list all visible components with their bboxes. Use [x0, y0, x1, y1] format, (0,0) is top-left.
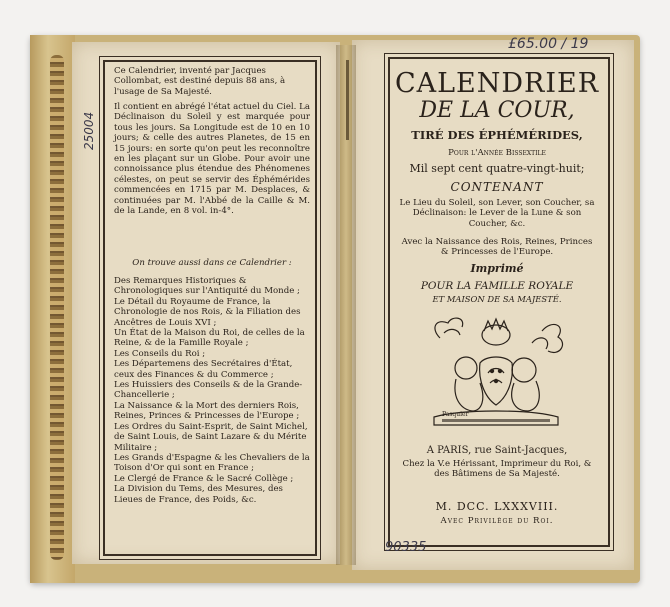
contents-item: La Division du Tems, des Mesures, des Lieues de France, des Poids, &c. — [114, 484, 283, 505]
binding-strip — [50, 55, 64, 560]
contents-item: Les Conseils du Roi ; — [114, 348, 206, 359]
title-calendrier: CALENDRIER — [394, 68, 600, 99]
contents-item: Les Huissiers des Conseils & de la Grande-Chancellerie ; — [114, 380, 303, 401]
contents-item: La Naissance & la Mort des derniers Rois, Reines, Princes & Princesses de l'Europe ; — [114, 400, 300, 422]
imprime-text: Imprimé — [470, 262, 524, 275]
stock-number-annotation: 90335 — [385, 540, 427, 555]
publication-date: M. DCC. LXXXVIII. — [435, 500, 559, 513]
contents-item: Les Grands d'Espagne & les Chevaliers de la Toison d'Or qui sont en France ; — [114, 452, 310, 474]
price-annotation: £65.00 / 19 — [508, 36, 589, 52]
subtitle-ephemerides: TIRÉ DES ÉPHÉMÉRIDES, — [411, 128, 583, 142]
contents-description: Le Lieu du Soleil, son Lever, son Coucher, sa Déclinaison: le Lever de la Lune & son Coucher, &c. — [399, 198, 595, 229]
engraver-mark: Pasquier — [442, 411, 469, 418]
margin-note: 25004 — [82, 111, 96, 150]
description-text: Il contient en abrégé l'état actuel du Ciel. La Déclinaison du Soleil y est marquée pour tous les jours. Sa Longitude est de 10 en 10 jours; & celle des autres Planetes, de 15 en 15 jours: en sorte qu'on peut les reconnoître en les plaçant sur un Globe. Pour avoir une connoissance plus étendue des Phénomenes célestes, on peut se servir des Éphémérides commencées en 1715 par M. Desplaces, & continuées par M. l'Abbé de la Caille & M. de la Lande, en 8 vol. in-4°. — [114, 102, 310, 217]
contents-item: Le Clergé de France & le Sacré Collège ; — [114, 473, 294, 484]
contents-item: Des Remarques Historiques & Chronologiques sur l'Antiquité du Monde ; — [114, 276, 300, 297]
title-de-la-cour: DE LA COUR, — [419, 98, 575, 123]
births-description: Avec la Naissance des Rois, Reines, Princes & Princesses de l'Europe. — [401, 237, 593, 258]
binding-pin — [346, 60, 349, 140]
contents-item: Le Détail du Royaume de France, la Chronologie de nos Rois, & la Filiation des Ancêtres de Louis XVI ; — [114, 296, 301, 328]
intro-text: Ce Calendrier, inventé par Jacques Collombat, est destiné depuis 88 ans, à l'usage de Sa Majesté. — [114, 66, 286, 97]
household-text: ET MAISON DE SA MAJESTÉ. — [432, 294, 562, 304]
contents-item: Un État de la Maison du Roi, de celles de la Reine, & de la Famille Royale ; — [114, 328, 305, 349]
royal-vignette-engraving — [422, 313, 570, 435]
address-line: A PARIS, rue Saint-Jacques, — [426, 445, 568, 456]
royal-family-text: POUR LA FAMILLE ROYALE — [420, 280, 574, 292]
privilege-line: Avec Privilège du Roi. — [440, 516, 554, 526]
printer-line: Chez la V.e Hérissant, Imprimeur du Roi, & des Bâtimens de Sa Majesté. — [402, 459, 592, 480]
contenant-heading: CONTENANT — [450, 180, 544, 194]
contents-item: Les Départemens des Secrétaires d'État, ceux des Finances & du Commerce ; — [114, 359, 293, 380]
year-text: Mil sept cent quatre-vingt-huit; — [409, 162, 585, 175]
contents-heading: On trouve aussi dans ce Calendrier : — [132, 258, 292, 268]
contents-item: Les Ordres du Saint-Esprit, de Saint Michel, de Saint Louis, de Saint Lazare & du Mérite Militaire ; — [114, 421, 308, 453]
contents-list — [114, 276, 310, 505]
year-type: Pour l'Année Bissextile — [448, 148, 546, 158]
